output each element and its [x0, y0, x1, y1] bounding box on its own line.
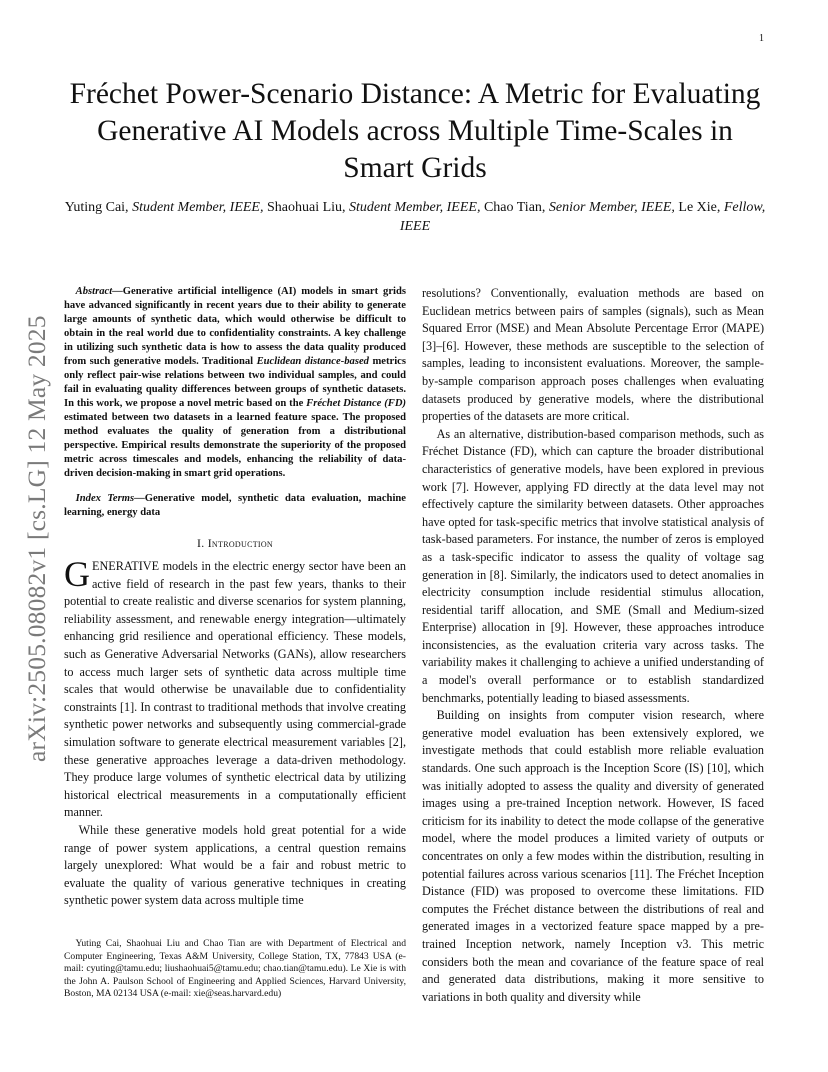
arxiv-stamp: arXiv:2505.08082v1 [cs.LG] 12 May 2025 [22, 315, 51, 762]
author-affiliation: Student Member, IEEE, [132, 200, 264, 215]
abstract-emphasis: Fréchet Distance (FD) [306, 398, 406, 409]
section-title: Introduction [207, 536, 274, 550]
body-paragraph: As an alternative, distribution-based comparison methods, such as Fréchet Distance (FD), which can capture the broader distributional characteristics of generative models, have been explored in previous work [7]. However, applying FD directly at the data level may not effectively capture the similarity between datasets. Other approaches have opted for task-specific metrics that involve statistical analysis of task-based parameters. For instance, the number of zeros is employed as a task-specific indicator to assess the quality of voltage sag generation in [8]. Similarly, the indicators used to detect anomalies in electricity consumption include residential stimulus allocation, residential tariff allocation, and SME (Small and Medium-sized Enterprise) allocation in [9]. However, these approaches introduce inconsistencies, as the evaluation criteria vary across tasks. The variability makes it challenging to achieve a unified understanding of a model's overall performance or to establish standardized benchmarks, potentially leading to biased assessments. [422, 426, 764, 705]
section-numeral: I. [196, 536, 208, 550]
paper-title: Fréchet Power-Scenario Distance: A Metric for Evaluating Generative AI Models across Multiple Time-Scales in Smart Grids [69, 78, 761, 184]
paragraph-text: ENERATIVE models in the electric energy sector have been an active field of research in the past few years, thanks to their potential to create realistic and diverse scenarios for system planning, reliability assessment, and renewable energy integration—ultimately enhancing grid resilience and operational efficiency. These models, such as Generative Adversarial Networks (GANs), allow researchers to access much larger sets of synthetic data across multiple time scales that would otherwise be unavailable due to confidentiality constraints [1]. In contrast to traditional methods that involve creating synthetic power networks and subsequently using commercial-grade simulation software to generate electrical measurement variables [2], these generative approaches leverage a data-driven methodology. They produce large volumes of synthetic electrical data by utilizing historical electrical measurements in a computationally efficient manner. [64, 559, 406, 820]
author-name: Yuting Cai, [64, 200, 133, 215]
author-affiliation: Student Member, IEEE, [349, 200, 481, 215]
body-paragraph: Building on insights from computer vision research, where generative model evaluation has been extensively explored, we investigate methods that could establish more reliable evaluation standards. One such approach is the Inception Score (IS) [10], which was initially adopted to assess the quality and diversity of generated images using a pre-trained Inception network. However, IS faced criticism for its inability to detect the mode collapse of the generative model, where the model produces a limited variety of outputs or concentrates on only a few modes within the distribution, resulting in potential failures across various scenarios [11]. The Fréchet Inception Distance (FID) was proposed to overcome these limitations. FID computes the Fréchet distance between the distributions of real and generated images in a vectorized feature space mapped by a pre-trained Inception network, namely Inception v3. This metric considers both the mean and covariance of the feature space of real and generated data distributions, making it more sensitive to variations in both quality and diversity while [422, 708, 764, 1004]
index-terms-text: —Generative model, synthetic data evaluation, machine learning, energy data [64, 493, 406, 518]
left-column [64, 285, 406, 910]
abstract [64, 285, 406, 481]
abstract-heading: Abstract [75, 286, 113, 297]
author-name: Shaohuai Liu, [263, 200, 350, 215]
section-heading [64, 536, 406, 551]
author-name: Chao Tian, [480, 200, 549, 215]
abstract-text: metrics only reflect pair-wise relations between two individual samples, and could fail in evaluating quality differences between groups of synthetic datasets. In this work, we propose a novel metric based on the [64, 356, 406, 409]
author-affiliation: Senior Member, IEEE, [548, 200, 675, 215]
intro-paragraph: While these generative models hold great potential for a wide range of power system applications, a central question remains largely unexplored: What would be a fair and robust metric to evaluate the quality of various generative techniques in creating synthetic power system data across multiple time [64, 822, 406, 908]
author-list [60, 198, 770, 236]
right-column [422, 285, 764, 1006]
author-affiliation: Fellow, IEEE [399, 200, 766, 234]
footnote: Yuting Cai, Shaohuai Liu and Chao Tian are with Department of Electrical and Computer Engineering, Texas A&M University, College Station, TX, 77843 USA (e-mail: cyuting@tamu.edu; liushaohuai5@tamu.edu; chao.tian@tamu.edu). Le Xie is with the John A. Paulson School of Engineering and Applied Sciences, Harvard University, Boston, MA 02134 USA (e-mail: xie@seas.harvard.edu) [64, 938, 406, 1000]
abstract-emphasis: Euclidean distance-based [256, 356, 369, 367]
abstract-text: —Generative artificial intelligence (AI) models in smart grids have advanced significantly in recent years due to their ability to generate large amounts of synthetic data, which would otherwise be difficult to obtain in the real world due to confidentiality constraints. A key challenge in utilizing such synthetic data is how to assess the data quality produced from such generative models. Traditional [64, 286, 406, 367]
index-terms [64, 492, 406, 520]
abstract-text: estimated between two datasets in a learned feature space. The proposed method evaluates the quality of generation from a distributional perspective. Empirical results demonstrate the superiority of the proposed metric across timescales and models, enhancing the reliability of data-driven decision-making in smart grid operations. [64, 412, 406, 479]
intro-paragraph [64, 554, 406, 822]
body-paragraph: resolutions? Conventionally, evaluation methods are based on Euclidean metrics between pairs of samples (signals), such as Mean Squared Error (MSE) and Mean Absolute Percentage Error (MAPE) [3]–[6]. However, these methods are susceptible to the selection of samples, leading to inconsistent evaluations. Moreover, the sample-by-sample comparison approach poses challenges when evaluating datasets produced by generative models, where the distributional properties of the datasets are more critical. [422, 286, 764, 424]
author-name: Le Xie, [674, 200, 724, 215]
page-number: 1 [759, 33, 764, 44]
drop-cap: G [64, 554, 90, 594]
index-terms-heading: Index Terms [75, 493, 135, 504]
